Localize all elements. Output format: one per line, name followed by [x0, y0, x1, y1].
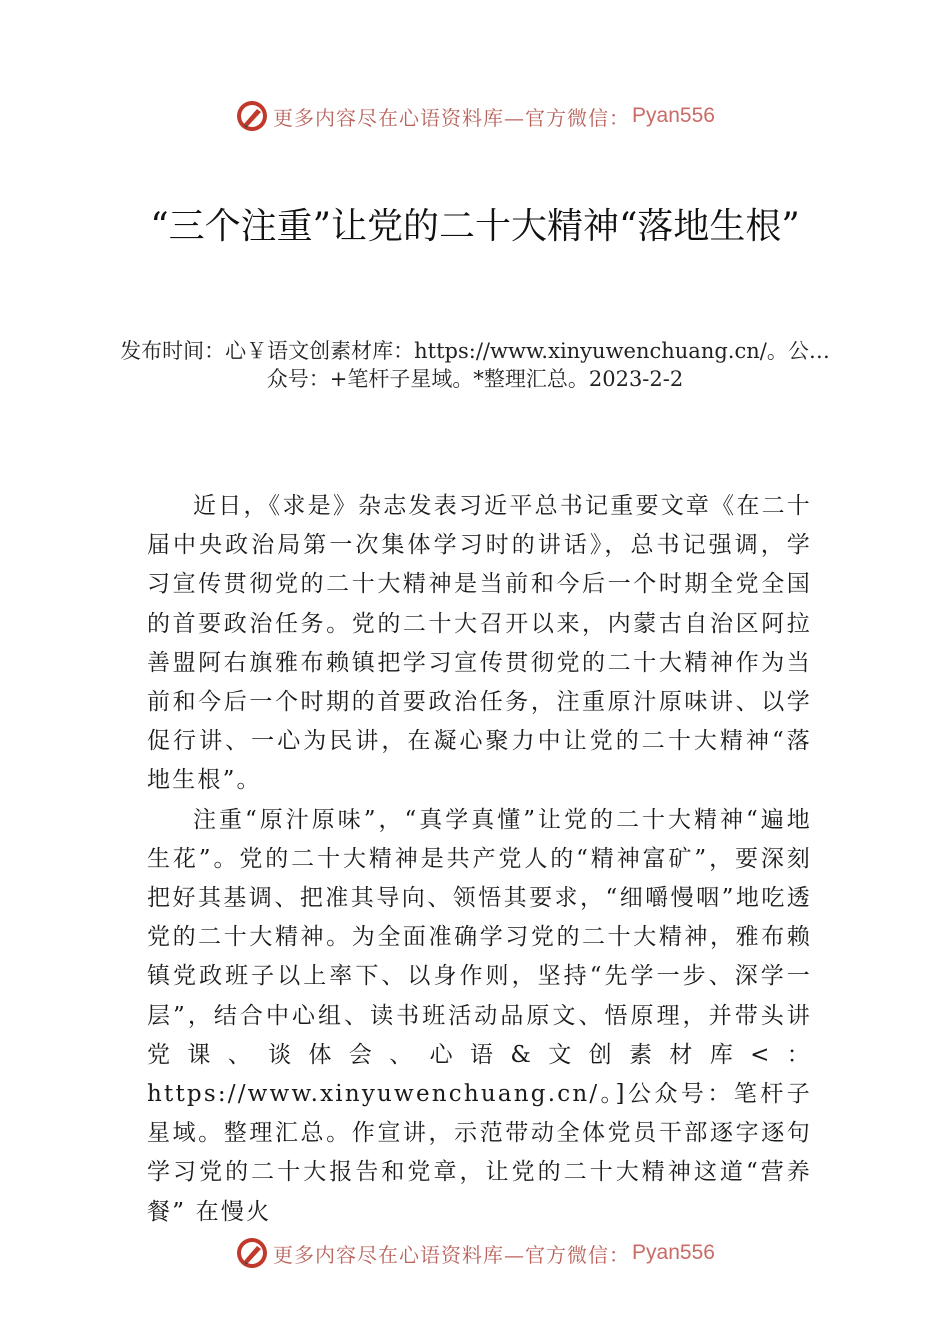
document-title: “三个注重”让党的二十大精神“落地生根”: [150, 206, 800, 247]
pen-nib-logo-icon: [235, 99, 269, 133]
header-banner: [0, 96, 950, 136]
document-body: [147, 487, 812, 1232]
banner-text: 更多内容尽在心语资料库—官方微信：: [273, 105, 631, 130]
banner-wechat-id: Pyan556: [632, 1241, 715, 1264]
pen-nib-logo-icon: [235, 1236, 269, 1270]
body-paragraph-1: 近日，《求是》杂志发表习近平总书记重要文章《在二十届中央政治局第一次集体学习时的讲话》，总书记强调，学习宣传贯彻党的二十大精神是当前和今后一个时期全党全国的首要政治任务。党的二十大召开以来，内蒙古自治区阿拉善盟阿右旗雅布赖镇把学习宣传贯彻党的二十大精神作为当前和今后一个时期的首要政治任务，注重原汁原味讲、以学促行讲、一心为民讲，在凝心聚力中让党的二十大精神“落地生根”。: [147, 493, 812, 794]
footer-banner: [0, 1233, 950, 1273]
body-paragraph-2: 注重“原汁原味”，“真学真懂”让党的二十大精神“遍地生花”。党的二十大精神是共产党人的“精神富矿”，要深刻把好其基调、把准其导向、领悟其要求，“细嚼慢咽”地吃透党的二十大精神。为全面准确学习党的二十大精神，雅布赖镇党政班子以上率下、以身作则，坚持“先学一步、深学一层”，结合中心组、读书班活动品原文、悟原理，并带头讲党课、谈体会、心语&文创素材库<：https://www.xinyuwenchuang.cn/。]公众号：笔杆子星域。整理汇总。作宣讲，示范带动全体党员干部逐字逐句学习党的二十大报告和党章，让党的二十大精神这道“营养餐” 在慢火: [147, 806, 812, 1225]
banner-text: 更多内容尽在心语资料库—官方微信：: [273, 1242, 631, 1267]
document-meta: 发布时间：心￥语文创素材库：https://www.xinyuwenchuang.cn/。公…众号：+笔杆子星域。*整理汇总。2023-2-2: [120, 339, 830, 391]
banner-wechat-id: Pyan556: [632, 104, 715, 127]
